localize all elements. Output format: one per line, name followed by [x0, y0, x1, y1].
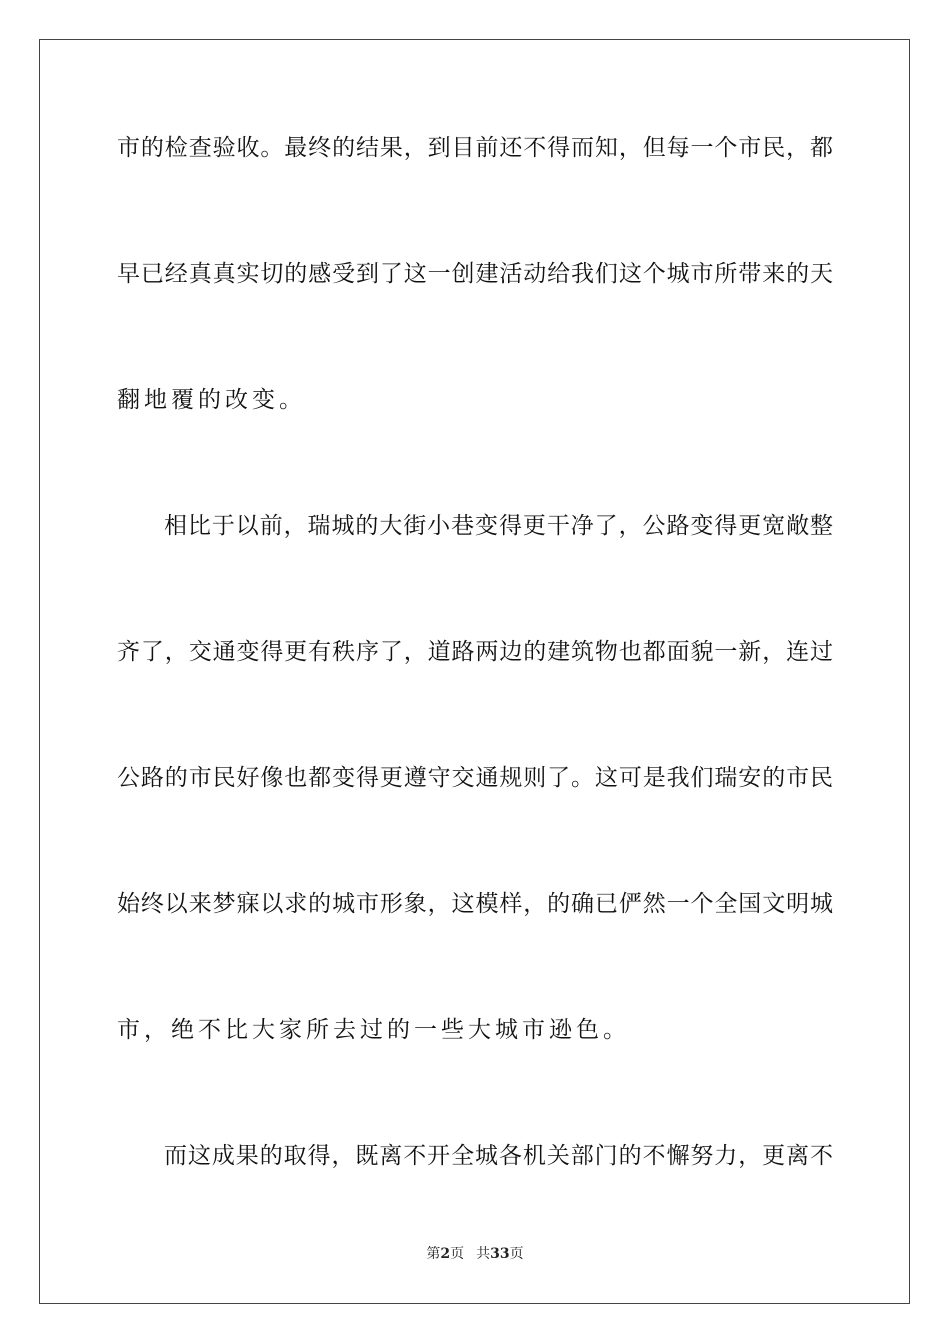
body-text-line-8: 市，绝不比大家所去过的一些大城市逊色。	[117, 1017, 630, 1043]
footer-total-prefix: 共	[476, 1246, 491, 1262]
body-text-line-5: 齐了，交通变得更有秩序了，道路两边的建筑物也都面貌一新，连过	[117, 639, 833, 665]
footer-total-suffix: 页	[509, 1246, 524, 1262]
body-text-line-7: 始终以来梦寐以求的城市形象，这模样，的确已俨然一个全国文明城	[117, 891, 833, 917]
body-text-line-9: 而这成果的取得，既离不开全城各机关部门的不懈努力，更离不	[164, 1143, 833, 1169]
footer-page-suffix: 页	[450, 1246, 465, 1262]
body-text-line-6: 公路的市民好像也都变得更遵守交通规则了。这可是我们瑞安的市民	[117, 765, 833, 791]
footer-total-pages: 33	[490, 1246, 510, 1262]
body-text-line-4: 相比于以前，瑞城的大街小巷变得更干净了，公路变得更宽敞整	[164, 513, 833, 539]
body-text-line-2: 早已经真真实切的感受到了这一创建活动给我们这个城市所带来的天	[117, 261, 833, 287]
body-text-line-1: 市的检查验收。最终的结果，到目前还不得而知，但每一个市民，都	[117, 135, 833, 161]
footer-page-number: 2	[440, 1246, 451, 1262]
footer-page-prefix: 第	[426, 1246, 441, 1262]
body-text-line-3: 翻地覆的改变。	[117, 387, 306, 413]
page-footer	[0, 1244, 950, 1264]
